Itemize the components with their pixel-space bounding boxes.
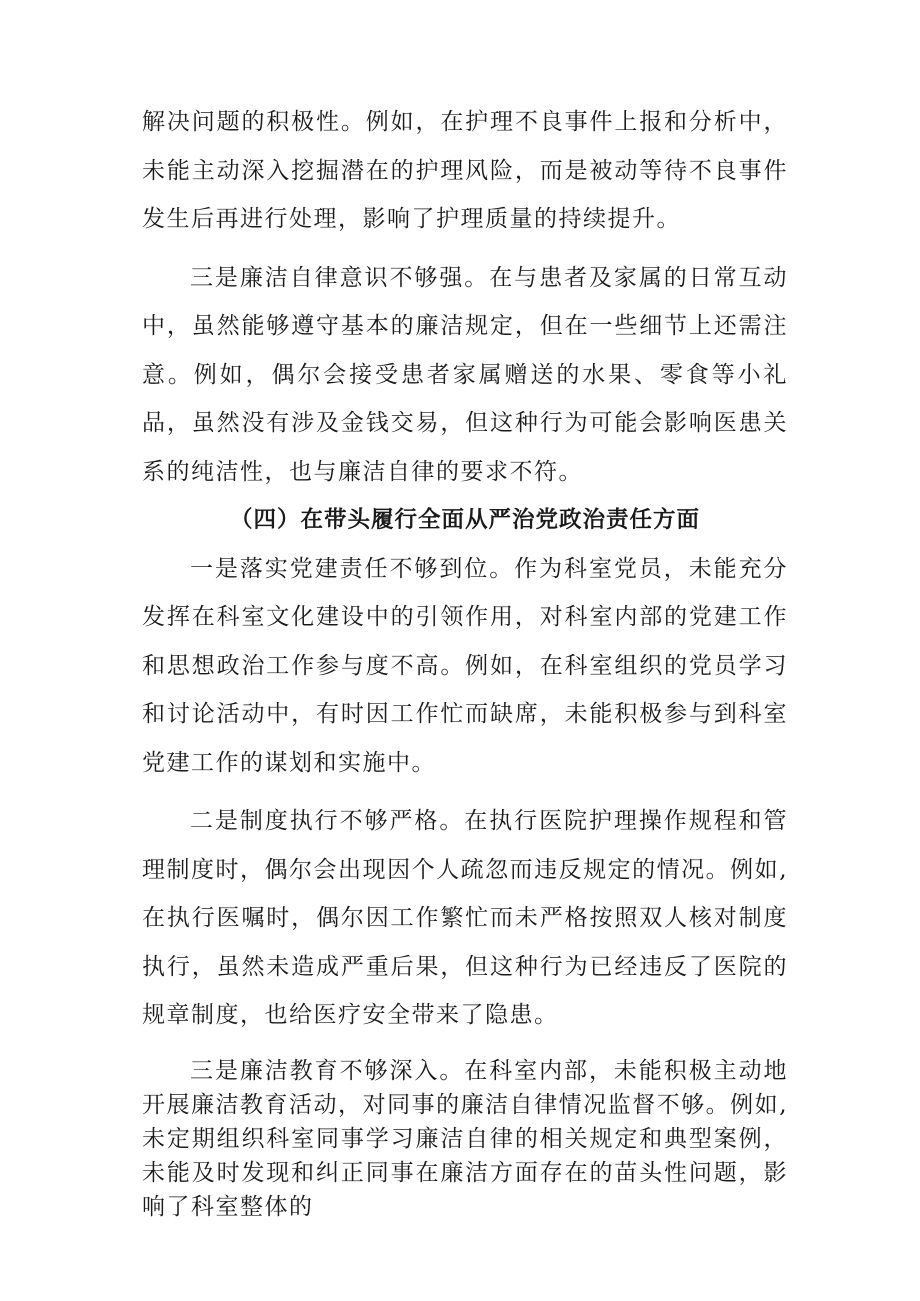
paragraph-integrity-awareness: 三是廉洁自律意识不够强。在与患者及家属的日常互动中，虽然能够遵守基本的廉洁规定，但在一些细节上还需注意。例如，偶尔会接受患者家属赠送的水果、零食等小礼品，虽然没有涉及金钱交易，但这种行为可能会影响医患关系的纯洁性，也与廉洁自律的要求不符。	[142, 264, 788, 485]
paragraph-integrity-education: 三是廉洁教育不够深入。在科室内部，未能积极主动地开展廉洁教育活动，对同事的廉洁自律情况监督不够。例如,未定期组织科室同事学习廉洁自律的相关规定和典型案例，未能及时发现和纠正同事在廉洁方面存在的苗头性问题，影响了科室整体的	[142, 1057, 788, 1220]
paragraph-continuation: 解决问题的积极性。例如，在护理不良事件上报和分析中，未能主动深入挖掘潜在的护理风险，而是被动等待不良事件发生后再进行处理，影响了护理质量的持续提升。	[142, 109, 788, 232]
section-heading-4: （四）在带头履行全面从严治党政治责任方面	[229, 507, 700, 533]
paragraph-party-building: 一是落实党建责任不够到位。作为科室党员，未能充分发挥在科室文化建设中的引领作用，对科室内部的党建工作和思想政治工作参与度不高。例如，在科室组织的党员学习和讨论活动中，有时因工作忙而缺席，未能积极参与到科室党建工作的谋划和实施中。	[142, 555, 788, 776]
document-body	[142, 98, 788, 1224]
paragraph-system-execution: 二是制度执行不够严格。在执行医院护理操作规程和管理制度时，偶尔会出现因个人疏忽而违反规定的情况。例如,在执行医嘱时，偶尔因工作繁忙而未严格按照双人核对制度执行，虽然未造成严重后果，但这种行为已经违反了医院的规章制度，也给医疗安全带来了隐患。	[142, 808, 788, 1028]
